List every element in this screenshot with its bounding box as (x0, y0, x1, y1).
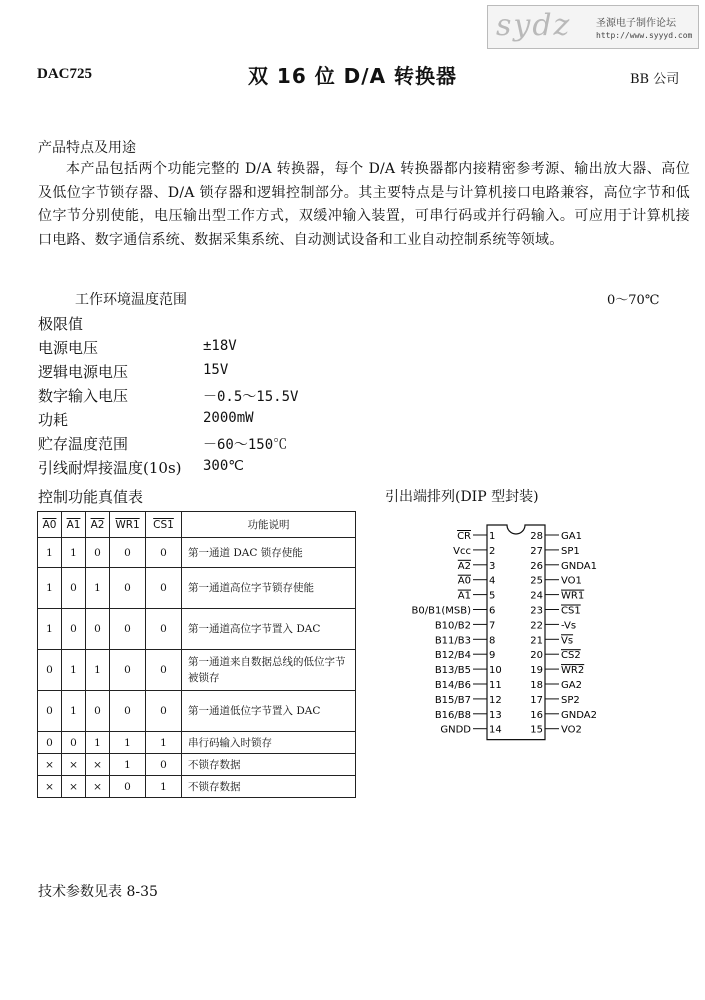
function-description-cell: 第一通道来自数据总线的低位字节被锁存 (182, 650, 356, 691)
truth-value-cell: 0 (110, 776, 146, 798)
truth-value-cell: 0 (62, 568, 86, 609)
col-header-a0: A0 (38, 512, 62, 538)
model-number: DAC725 (37, 66, 92, 82)
truth-value-cell: 0 (146, 691, 182, 732)
pin-number: 11 (489, 680, 502, 691)
pin-label: SP2 (561, 694, 580, 706)
pin-label: Vcc (453, 545, 471, 557)
pin-number: 16 (530, 709, 543, 721)
truth-value-cell: 0 (146, 650, 182, 691)
pin-label: CS1 (561, 605, 581, 617)
pin-number: 23 (530, 605, 543, 617)
pin-number: 20 (530, 650, 543, 662)
table-row (38, 732, 356, 754)
pin-number: 4 (489, 575, 496, 587)
features-paragraph: 本产品包括两个功能完整的 D/A 转换器，每个 D/A 转换器都内接精密参考源、输出放大器、高位及低位字节锁存器、D/A 锁存器和逻辑控制部分。其主要特点是与计算机接口电路兼容，高位字节和低位字节分别使能，电压输出型工作方式，双缓冲输入装置，可串行码或并行码输入。可应用于计算机接口电路、数字通信系统、数据采集系统、自动测试设备和工业自动控制系统等领域。 (38, 161, 690, 248)
col-header-a2: A2 (86, 512, 110, 538)
pin-label: SP1 (561, 545, 580, 557)
truth-value-cell: 0 (146, 538, 182, 568)
pin-number: 28 (530, 531, 543, 542)
limit-value: －60～150℃ (203, 437, 288, 453)
limit-label: 引线耐焊接温度(10s) (38, 459, 182, 477)
pin-label: VO1 (561, 575, 582, 587)
truth-value-cell: 0 (146, 568, 182, 609)
truth-value-cell: 1 (86, 732, 110, 754)
truth-value-cell: 1 (62, 691, 86, 732)
pin-label: B11/B3 (434, 635, 471, 647)
pin-label: A2 (457, 560, 471, 572)
pin-label: A1 (457, 590, 471, 602)
pin-number: 13 (489, 709, 502, 721)
limit-label: 数字输入电压 (38, 387, 129, 405)
truth-value-cell: × (38, 754, 62, 776)
truth-value-cell: 0 (62, 732, 86, 754)
truth-table-heading: 控制功能真值表 (38, 488, 144, 506)
pin-number: 18 (530, 680, 543, 691)
pin-number: 17 (530, 694, 543, 706)
truth-value-cell: 1 (62, 650, 86, 691)
pin-number: 3 (489, 560, 496, 572)
pin-number: 27 (530, 545, 543, 557)
pin-number: 1 (489, 531, 496, 542)
pin-label: VO2 (561, 724, 582, 736)
limit-value: －0.5～15.5V (203, 389, 299, 405)
truth-value-cell: 1 (62, 538, 86, 568)
truth-value-cell: 1 (110, 732, 146, 754)
pin-number: 10 (489, 665, 502, 677)
limit-value: 300℃ (203, 458, 245, 474)
limit-label: 贮存温度范围 (38, 435, 129, 453)
pin-label: WR2 (561, 665, 585, 677)
truth-value-cell: 1 (86, 650, 110, 691)
col-header-wr1: WR1 (110, 512, 146, 538)
pin-number: 25 (530, 575, 543, 587)
pin-number: 14 (489, 724, 502, 736)
truth-value-cell: 0 (110, 691, 146, 732)
pin-label: GNDD (440, 724, 471, 736)
pin-number: 2 (489, 545, 496, 557)
truth-value-cell: × (86, 754, 110, 776)
table-row (38, 776, 356, 798)
truth-value-cell: × (62, 754, 86, 776)
function-description-cell: 第一通道高位字节锁存使能 (182, 568, 356, 609)
function-description-cell: 不锁存数据 (182, 776, 356, 798)
pin-number: 21 (530, 635, 543, 647)
truth-value-cell: 0 (38, 650, 62, 691)
pin-label: B15/B7 (434, 694, 471, 706)
pin-label: B10/B2 (434, 620, 471, 632)
pin-number: 8 (489, 635, 496, 647)
truth-value-cell: 1 (38, 568, 62, 609)
table-row (38, 538, 356, 568)
function-description-cell: 第一通道 DAC 锁存使能 (182, 538, 356, 568)
limit-value: 15V (203, 362, 229, 378)
pin-label: GNDA2 (561, 709, 597, 721)
function-description-cell: 第一通道高位字节置入 DAC (182, 609, 356, 650)
pin-label: Vs (561, 635, 574, 647)
truth-value-cell: 0 (38, 732, 62, 754)
dip-package-body (487, 525, 545, 740)
limit-label: 功耗 (38, 411, 69, 429)
watermark-logo: sydz (496, 8, 572, 43)
function-description-cell: 第一通道低位字节置入 DAC (182, 691, 356, 732)
watermark-url: http://www.syyyd.com (596, 31, 693, 40)
truth-table (37, 511, 356, 798)
pin-number: 12 (489, 694, 502, 706)
page-title: 双 16 位 D/A 转换器 (247, 64, 458, 88)
pin-label: B14/B6 (434, 680, 471, 691)
truth-value-cell: 0 (146, 609, 182, 650)
pin-label: GNDA1 (561, 560, 597, 572)
pin-number: 7 (489, 620, 496, 632)
truth-table-header (38, 512, 356, 538)
pin-label: B13/B5 (434, 665, 471, 677)
pin-label: CR (457, 531, 471, 542)
truth-value-cell: × (38, 776, 62, 798)
truth-value-cell: 0 (86, 538, 110, 568)
pin-number: 26 (530, 560, 543, 572)
table-row (38, 691, 356, 732)
truth-value-cell: 0 (62, 609, 86, 650)
pinout-heading: 引出端排列(DIP 型封装) (385, 489, 539, 505)
truth-value-cell: 0 (86, 691, 110, 732)
table-row (38, 650, 356, 691)
col-header-cs1: CS1 (146, 512, 182, 538)
pin-label: GA1 (561, 531, 582, 542)
function-description-cell: 串行码输入时锁存 (182, 732, 356, 754)
truth-value-cell: 1 (38, 538, 62, 568)
truth-value-cell: × (86, 776, 110, 798)
pin-label: B0/B1(MSB) (411, 605, 471, 617)
table-row (38, 609, 356, 650)
pin-number: 19 (530, 665, 543, 677)
limits-heading: 极限值 (38, 315, 84, 333)
table-row (38, 754, 356, 776)
truth-value-cell: 1 (146, 732, 182, 754)
limit-label: 电源电压 (38, 339, 99, 357)
pin-label: WR1 (561, 590, 585, 602)
pin-number: 5 (489, 590, 496, 602)
col-header-a1: A1 (62, 512, 86, 538)
pin-number: 9 (489, 650, 496, 662)
truth-value-cell: 0 (110, 568, 146, 609)
pin-label: GA2 (561, 680, 582, 691)
truth-value-cell: 1 (38, 609, 62, 650)
pin-number: 22 (530, 620, 543, 632)
truth-value-cell: 0 (110, 650, 146, 691)
truth-value-cell: 0 (110, 609, 146, 650)
truth-value-cell: × (62, 776, 86, 798)
truth-value-cell: 1 (86, 568, 110, 609)
truth-value-cell: 1 (146, 776, 182, 798)
table-row (38, 568, 356, 609)
limit-value: 2000mW (203, 410, 254, 426)
truth-value-cell: 0 (38, 691, 62, 732)
dip-pinout-diagram (380, 510, 600, 750)
vendor-name: BB 公司 (630, 72, 680, 87)
footnote: 技术参数见表 8-35 (38, 884, 158, 900)
truth-value-cell: 0 (110, 538, 146, 568)
pin-label: B16/B8 (434, 709, 471, 721)
col-header-function: 功能说明 (182, 512, 356, 538)
pin-label: B12/B4 (434, 650, 471, 662)
operating-temp-label: 工作环境温度范围 (75, 292, 187, 308)
pin-label: A0 (457, 575, 471, 587)
truth-value-cell: 1 (110, 754, 146, 776)
pin-number: 6 (489, 605, 496, 617)
function-description-cell: 不锁存数据 (182, 754, 356, 776)
pin-label: -Vs (561, 620, 577, 632)
watermark-site-name: 圣源电子制作论坛 (596, 18, 676, 29)
limit-value: ±18V (203, 338, 237, 354)
operating-temp-value: 0～70℃ (607, 293, 660, 308)
pin-number: 15 (530, 724, 543, 736)
forum-watermark (487, 5, 699, 49)
pin-number: 24 (530, 590, 543, 602)
truth-value-cell: 0 (86, 609, 110, 650)
pin-label: CS2 (561, 650, 581, 662)
features-heading: 产品特点及用途 (38, 140, 136, 156)
truth-value-cell: 0 (146, 754, 182, 776)
limit-label: 逻辑电源电压 (38, 363, 129, 381)
